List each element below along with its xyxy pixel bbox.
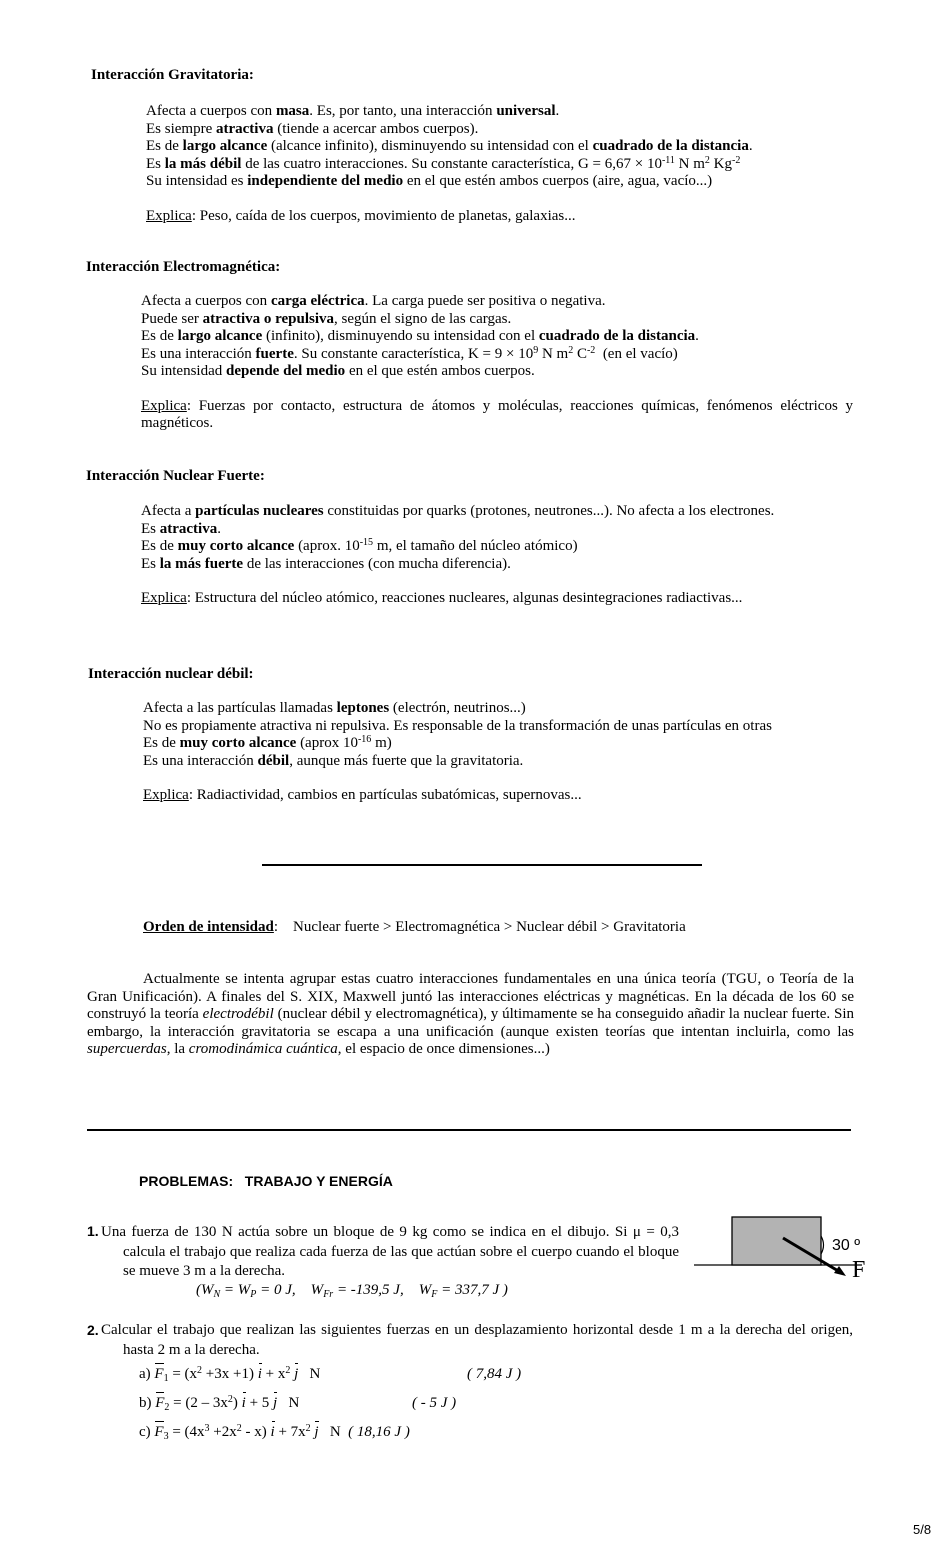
angle-label: 30 º [832,1237,861,1254]
grav-line-5: Su intensidad es independiente del medio en el que estén ambos cuerpos (aire, agua, vacío...) [146,173,713,189]
grav-line-2: Es siempre atractiva (tiende a acercar ambos cuerpos). [146,120,479,137]
orden-intensidad: Orden de intensidad: Nuclear fuerte > Electromagnética > Nuclear débil > Gravitatoria [143,919,686,935]
problem-2b: b) $F_2 = (2 - 3x^2) i + 5$ j N [139,1394,300,1413]
em-line-5: Su intensidad depende del medio en el que estén ambos cuerpos. [141,363,535,379]
nf-line-4: Es la más fuerte de las interacciones (con mucha diferencia). [141,555,511,572]
divider-long [87,1129,851,1131]
problem-1-answers: ($W_N = W_P = 0$ J, $W_{Fr} = -139,5$ J, $W_F = 337,7$ J ) [196,1282,508,1300]
grav-line-1: Afecta a cuerpos con masa. Es, por tanto, una interacción universal. [146,103,560,119]
heading-nuclear-fuerte: Interacción Nuclear Fuerte: [86,468,265,484]
heading-electromagnetica: Interacción Electromagnética: [86,259,281,275]
grav-explica: Explica: Peso, caída de los cuerpos, movimiento de planetas, galaxias... [146,207,576,224]
problem-2-text: Calcular el trabajo que realizan las siguientes fuerzas en un desplazamiento horizontal desde 1 m a la derecha del origen, hasta 2 m a la derecha. [101,1322,853,1358]
force-label: F [852,1257,866,1283]
em-explica: Explica: Fuerzas por contacto, estructura de átomos y moléculas, reacciones químicas, fenómenos eléctricos y magnéticos. [141,397,853,431]
problem-2b-answer: ( - 5 J ) [412,1395,457,1411]
problem-2-number: 2. [87,1322,99,1338]
em-line-1: Afecta a cuerpos con carga eléctrica. La carga puede ser positiva o negativa. [141,293,606,309]
em-line-4: Es una interacción fuerte. Su constante característica, $K = 9 \times 10^9$ N $m^2$ $C^{-2}$ (en el vacío) [141,344,678,362]
divider-short [262,864,702,866]
problem-2a-answer: ( 7,84 J ) [467,1366,522,1382]
problem-1-number: 1. [87,1223,99,1239]
nf-line-3: Es de muy corto alcance (aprox. $10^{-15}$ m, el tamaño del núcleo atómico) [141,537,578,554]
grav-line-3: Es de largo alcance (alcance infinito), disminuyendo su intensidad con el cuadrado de la distancia. [146,138,753,154]
problem-2a: a) $F_1 = (x^2 +3x +1) i + x^2$ j N [139,1365,321,1384]
tgu-paragraph: Actualmente se intenta agrupar estas cuatro interacciones fundamentales en una única teoría (TGU, o Teoría de la Gran Unificación). A finales del S. XIX, Maxwell juntó las interacciones eléctricas y magnéticas. En la década de los 60 se construyó la teoría electrodébil (nuclear débil y electromagnética), y últimamente se ha conseguido añadir la nuclear fuerte. Sin embargo, la interacción gravitatoria se escapa a una unificación (aunque existen teorías que intentan incluirla, como las supercuerdas, la cromodinámica cuántica, el espacio de once dimensiones...) [87,971,854,1057]
em-line-3: Es de largo alcance (infinito), disminuyendo su intensidad con el cuadrado de la distancia. [141,328,699,344]
nd-line-4: Es una interacción débil, aunque más fuerte que la gravitatoria. [143,752,524,769]
force-arrowhead [834,1266,846,1276]
em-list [141,293,853,433]
nf-line-2: Es atractiva. [141,520,221,537]
nf-line-1: Afecta a partículas nucleares constituidas por quarks (protones, neutrones...). No afecta a los electrones. [141,503,775,519]
nd-list [143,700,855,805]
block [732,1217,821,1265]
grav-list [146,103,753,225]
problem-2c: c) $F_3 = (4x^3 +2x^2 - x) i + 7x^2$ j N ( 18,16 J ) [139,1423,410,1442]
nd-line-2: No es propiamente atractiva ni repulsiva. Es responsable de la transformación de unas partículas en otras [143,717,772,734]
nd-line-3: Es de muy corto alcance (aprox $10^{-16}$ m) [143,734,392,751]
problem-1-text: Una fuerza de 130 N actúa sobre un bloque de 9 kg como se indica en el dibujo. Si μ = 0,3 calcula el trabajo que realiza cada fuerza de las que actúan sobre el cuerpo cuando el bloque se mueve 3 m a la derecha. [101,1224,679,1279]
grav-line-4: Es la más débil de las cuatro interacciones. Su constante característica, $G = 6,67 \times 10^{-11}$ N $m^2$ $Kg^{-2}$ [146,154,741,172]
nf-explica: Explica: Estructura del núcleo atómico, reacciones nucleares, algunas desintegraciones radiactivas... [141,590,743,606]
nd-explica: Explica: Radiactividad, cambios en partículas subatómicas, supernovas... [143,787,582,803]
problem-2c-answer: ( 18,16 J ) [348,1424,410,1440]
heading-nuclear-debil: Interacción nuclear débil: [88,666,254,682]
heading-gravitatoria: Interacción Gravitatoria: [91,67,254,83]
problemas-title: PROBLEMAS: TRABAJO Y ENERGÍA [139,1173,393,1189]
em-line-2: Puede ser atractiva o repulsiva, según el signo de las cargas. [141,310,512,327]
page-number: 5/8 [913,1522,932,1537]
nd-line-1: Afecta a las partículas llamadas leptones (electrón, neutrinos...) [143,700,526,716]
nf-list [141,503,853,608]
